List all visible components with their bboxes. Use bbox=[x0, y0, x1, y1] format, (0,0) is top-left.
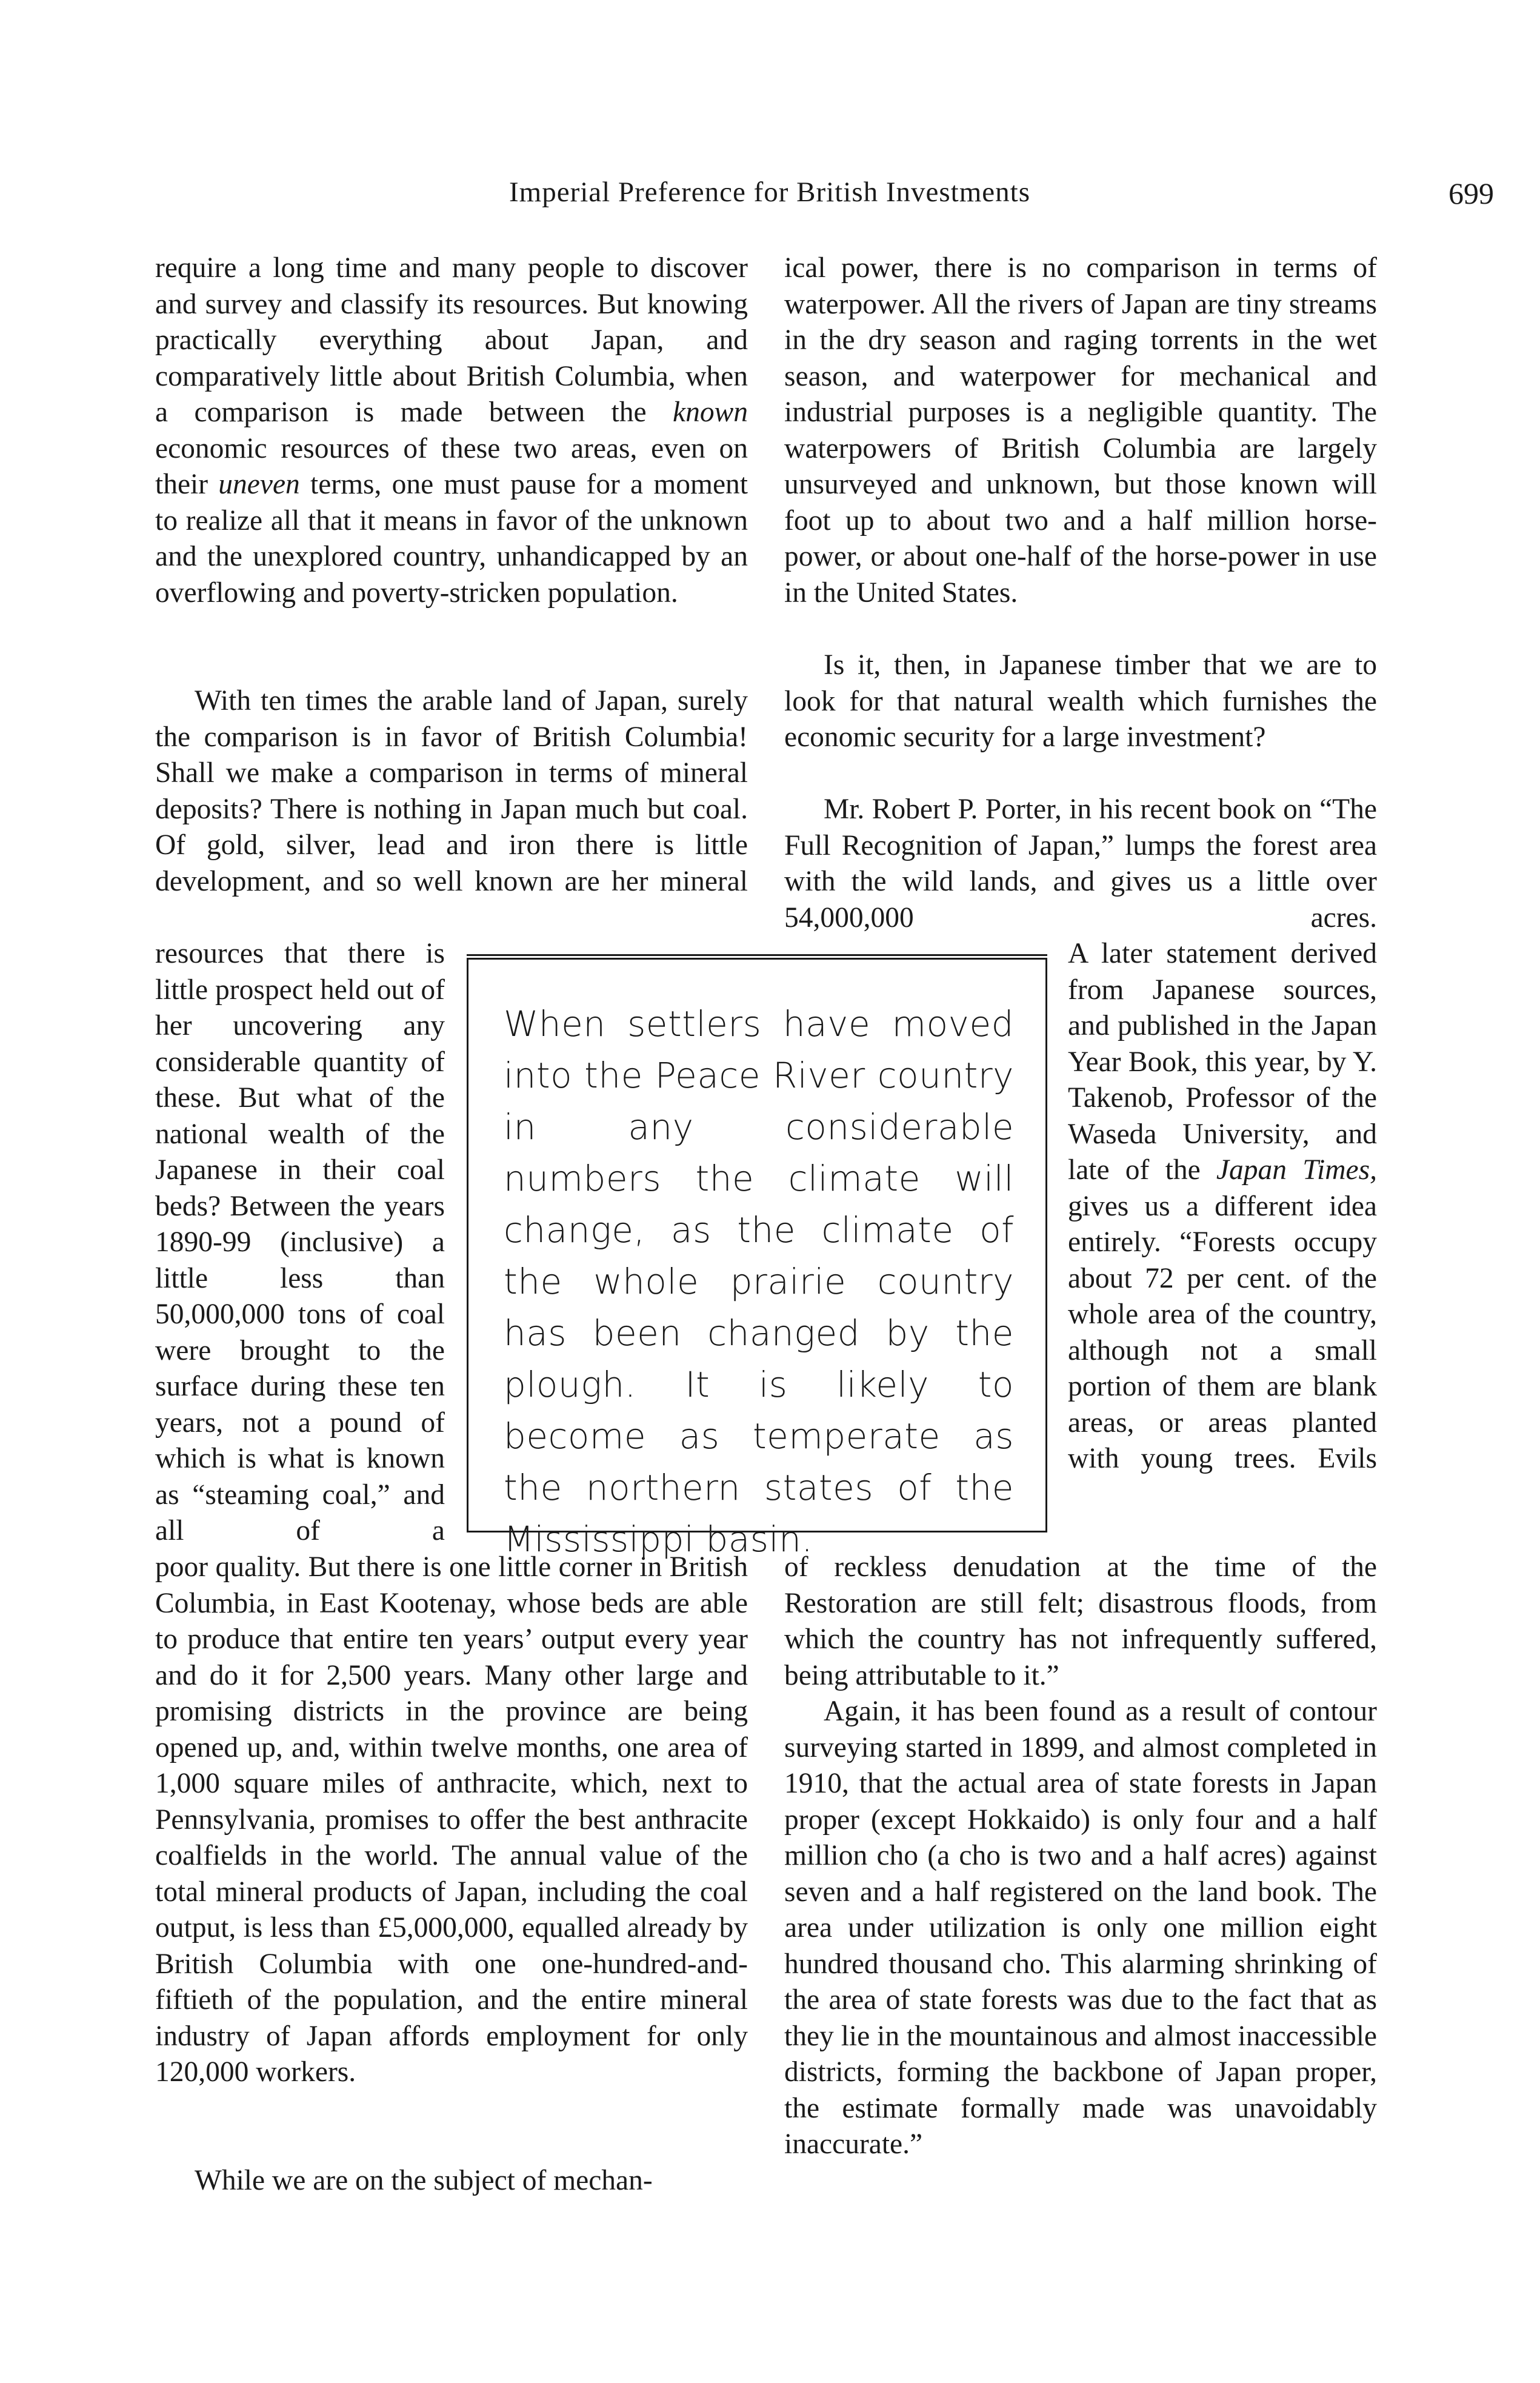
text-run: gives us a different idea entirely. “Forests occupy about 72 per cent. of the whole area of the country, although not a small portion of them are blank areas, or areas planted with young trees. Evils bbox=[1068, 1190, 1377, 1474]
paragraph-left-1 bbox=[155, 250, 748, 611]
paragraph-left-3: While we are on the subject of mechan- bbox=[195, 2165, 653, 2196]
paragraph-left-2: With ten times the arable land of Japan, surely the comparison is in favor of British Columbia! Shall we make a comparison in terms of mineral deposits? There is nothing in Japan much but coal. Of gold, silver, lead and iron there is little development, and so well known are her mineral bbox=[155, 685, 748, 897]
paragraph-right-1: ical power, there is no comparison in terms of waterpower. All the rivers of Japan are tiny streams in the dry season and raging torrents in the wet season, and waterpower for mechanical and industrial purposes is a negligible quantity. The waterpowers of British Columbia are largely unsurveyed and unknown, but those known will foot up to about two and a half million horse-power, or about one-half of the horse-power in use in the United States. bbox=[784, 252, 1377, 609]
running-head-title: Imperial Preference for British Investments bbox=[509, 176, 1030, 208]
pull-quote-top-rule bbox=[467, 954, 1047, 956]
paragraph-left-2-continued: poor quality. But there is one little corner in British Columbia, in East Kootenay, whose beds are able to produce that entire ten years’ output every year and do it for 2,500 years. Many other large and promising districts in the province are being opened up, and, within twelve months, one area of 1,000 square miles of anthracite, which, next to Pennsylvania, promises to offer the best anthracite coalfields in the world. The annual value of the total mineral products of Japan, including the coal output, is less than £5,000,000, equalled already by British Columbia with one one-hundred-and-fiftieth of the population, and the entire mineral industry of Japan affords employment for only 120,000 workers. bbox=[155, 1551, 748, 2088]
emphasis-japan-times: Japan Times, bbox=[1216, 1154, 1377, 1186]
pull-quote-text: When settlers have moved into the Peace River country in any considerable numbers the climate will change, as the climate of the whole prairie country has been changed by the plough. It is likely to become as temperate as the northern states of the Mississippi basin. bbox=[504, 1003, 1014, 1560]
paragraph-right-2: Is it, then, in Japanese timber that we are to look for that natural wealth which furnishes the economic security for a large investment? bbox=[784, 649, 1377, 753]
paragraph-right-4: Again, it has been found as a result of contour surveying started in 1899, and almost completed in 1910, that the actual area of state forests in Japan proper (except Hokkaido) is only four and a half million cho (a cho is two and a half acres) against seven and a half registered on the land book. The area under utilization is only one million eight hundred thousand cho. This alarming shrinking of the area of state forests was due to the fact that as they lie in the mountainous and almost inaccessible districts, forming the backbone of Japan proper, the estimate formally made was unavoidably inaccurate.” bbox=[784, 1696, 1377, 2160]
text-run: terms, one must pause for a moment to realize all that it means in favor of the unknown and the unexplored country, unhandicapped by an overflowing and poverty-stricken population. bbox=[155, 469, 748, 609]
text-run: economic resources of these two areas, even on their bbox=[155, 432, 748, 500]
text-run: A later statement derived from Japanese sources, and published in the Japan Year Book, this year, by Y. Takenob, Professor of the Waseda University, and late of the bbox=[1068, 938, 1377, 1186]
pull-quote-box bbox=[467, 958, 1047, 1560]
paragraph-left-2-narrow: resources that there is little prospect held out of her uncovering any considerable quantity of these. But what of the national wealth of the Japanese in their coal beds? Between the years 1890-99 (inclusive) a little less than 50,000,000 tons of coal were brought to the surface during these ten years, not a pound of which is what is known as “steaming coal,” and all of a bbox=[155, 938, 445, 1546]
text-run: require a long time and many people to discover and survey and classify its resources. But knowing practically everything about Japan, and comparatively little about British Columbia, when a comparison is made between the bbox=[155, 252, 748, 428]
paragraph-right-3: Mr. Robert P. Porter, in his recent book on “The Full Recognition of Japan,” lumps the forest area with the wild lands, and gives us a little over 54,000,000 acres. bbox=[784, 794, 1377, 934]
page-number: 699 bbox=[1448, 176, 1494, 210]
paragraph-right-3-continued: of reckless denudation at the time of the Restoration are still felt; disastrous floods, from which the country has not infrequently suffered, being attributable to it.” bbox=[784, 1551, 1377, 1691]
emphasis-uneven: uneven bbox=[218, 469, 300, 500]
emphasis-known: known bbox=[672, 396, 748, 428]
paragraph-right-3-narrow bbox=[1068, 936, 1377, 1477]
